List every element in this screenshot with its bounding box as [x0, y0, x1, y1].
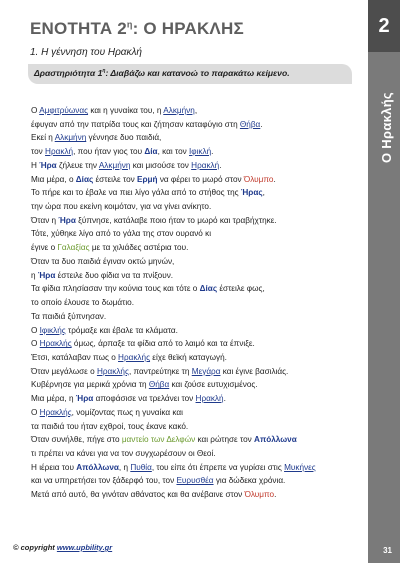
story-line: [31, 296, 316, 310]
story-line: [31, 461, 316, 475]
story-line: [31, 186, 316, 200]
story-fragment: Η: [31, 160, 40, 170]
story-line: [31, 159, 316, 173]
highlighted-word: Ηρακλή: [191, 160, 220, 170]
activity-sup: η: [102, 68, 106, 75]
highlighted-word: Όλυμπο: [243, 174, 274, 184]
story-fragment: το οποίο έλουσε το δωμάτιο.: [31, 298, 134, 308]
story-fragment: Μετά από αυτό, θα γινόταν αθάνατος και θα ανέβαινε στον: [31, 490, 245, 500]
story-fragment: και ρώτησε τον: [195, 435, 255, 445]
story-fragment: Εκεί η: [31, 133, 55, 143]
highlighted-word: Ήρας: [240, 188, 263, 198]
story-fragment: .: [273, 174, 276, 184]
highlighted-word: Απόλλωνα: [76, 462, 119, 472]
highlighted-word: Ιφικλής: [39, 325, 66, 335]
story-line: [31, 392, 316, 406]
story-line: [31, 104, 316, 118]
highlighted-word: Ηρακλής: [39, 339, 72, 349]
story-fragment: γέννησε δυο παιδιά,: [86, 133, 162, 143]
story-line: [31, 269, 316, 283]
story-fragment: .: [219, 160, 222, 170]
story-fragment: Τότε, χύθηκε λίγο από το γάλα της στον ουρανό κι: [31, 229, 212, 239]
story-fragment: .: [223, 394, 226, 404]
highlighted-word: Όλυμπο: [244, 490, 275, 500]
footer-copyright: [13, 543, 112, 552]
story-fragment: αποφάσισε να τρελάνει τον: [93, 394, 196, 404]
story-line: [31, 214, 316, 228]
highlighted-word: Πυθία: [130, 462, 152, 472]
story-line: [31, 227, 316, 241]
story-fragment: ,: [262, 188, 265, 198]
story-fragment: όμως, άρπαξε τα φίδια από το λαιμό και τα έπνιξε.: [71, 339, 255, 349]
story-fragment: τρόμαξε και έβαλε τα κλάματα.: [65, 325, 178, 335]
highlighted-word: Ηρακλή: [45, 147, 74, 157]
chapter-side-title: Ο Ηρακλής: [379, 92, 394, 164]
story-fragment: , η: [118, 462, 131, 472]
story-fragment: Όταν η: [31, 215, 59, 225]
copyright-text: © copyright: [13, 543, 57, 552]
story-fragment: και ζούσε ευτυχισμένος.: [169, 380, 258, 390]
story-fragment: Ο: [31, 106, 40, 115]
story-line: [31, 310, 316, 324]
story-fragment: είχε θεϊκή καταγωγή.: [150, 352, 227, 362]
story-fragment: την ώρα που εκείνη κοιμόταν, για να γίνει ανίκητο.: [31, 202, 212, 212]
story-fragment: και να υπηρετήσει τον ξάδερφό του, τον: [31, 476, 177, 486]
story-line: [31, 406, 316, 420]
story-fragment: ,: [194, 106, 198, 115]
highlighted-word: Μυκήνες: [284, 462, 316, 472]
activity-label: Δραστηριότητα 1: [34, 68, 103, 78]
highlighted-word: Γαλαξίας: [57, 243, 90, 253]
story-line: [31, 337, 316, 351]
story-fragment: για δώδεκα χρόνια.: [213, 476, 286, 486]
highlighted-word: Δίας: [75, 174, 94, 184]
story-line: [31, 200, 316, 214]
story-fragment: ζήλευε την: [56, 160, 99, 170]
story-fragment: , του είπε ότι έπρεπε να γυρίσει στις: [151, 462, 285, 472]
story-fragment: να φέρει το μωρό στον: [157, 174, 244, 184]
chapter-number: 2: [368, 0, 400, 52]
highlighted-word: μαντείο των Δελφών: [121, 435, 196, 445]
story-fragment: , νομίζοντας πως η γυναίκα και: [71, 407, 183, 417]
story-fragment: Τα φίδια πλησίασαν την κούνια τους και τότε ο: [31, 284, 200, 294]
story-fragment: έστειλε δυο φίδια να τα πνίξουν.: [55, 270, 174, 280]
story-line: [31, 173, 316, 187]
story-fragment: Μια μέρα, ο: [31, 174, 76, 184]
highlighted-word: Θήβα: [239, 119, 261, 129]
story-line: [31, 282, 316, 296]
story-fragment: .: [274, 490, 277, 500]
story-fragment: Έτσι, κατάλαβαν πως ο: [31, 352, 119, 362]
story-line: [31, 433, 316, 447]
highlighted-word: Αμφιτρύωνας: [39, 106, 89, 115]
highlighted-word: Ερμή: [137, 174, 158, 184]
highlighted-word: Ήρα: [58, 215, 76, 225]
highlighted-word: Ήρα: [39, 160, 57, 170]
story-fragment: ξύπνησε, κατάλαβε ποιο ήταν το μωρό και τραβήχτηκε.: [75, 215, 277, 225]
activity-instruction: [28, 64, 352, 84]
unit-title-suffix: : Ο ΗΡΑΚΛΗΣ: [132, 19, 244, 38]
story-fragment: έγινε ο: [31, 243, 58, 253]
highlighted-word: Αλκμήνη: [98, 160, 131, 170]
story-fragment: Όταν συνήλθε, πήγε στο: [31, 435, 122, 445]
story-line: [31, 118, 316, 132]
highlighted-word: Μεγάρα: [191, 366, 221, 376]
chapter-side-tab: [368, 0, 400, 563]
unit-title-sup: η: [126, 19, 133, 30]
story-line: [31, 145, 316, 159]
story-line: [31, 474, 316, 488]
story-line: [31, 488, 316, 502]
story-fragment: , παντρεύτηκε τη: [128, 366, 192, 376]
highlighted-word: Ηρακλής: [39, 407, 72, 417]
story-fragment: και έγινε βασιλιάς.: [220, 366, 289, 376]
highlighted-word: Ηρακλής: [96, 366, 129, 376]
story-fragment: και η γυναίκα του, η: [88, 106, 164, 115]
page-number: 31: [383, 546, 392, 555]
story-fragment: Ο: [31, 407, 40, 417]
story-line: [31, 420, 316, 434]
highlighted-word: Δίας: [199, 284, 218, 294]
story-fragment: και μισούσε τον: [130, 160, 192, 170]
highlighted-word: Ευρυσθέα: [176, 476, 214, 486]
story-fragment: Ο: [31, 325, 40, 335]
unit-title-prefix: ΕΝΟΤΗΤΑ 2: [30, 19, 127, 38]
highlighted-word: Ιφικλή: [189, 147, 212, 157]
story-fragment: Η ιέρεια του: [31, 462, 77, 472]
highlighted-word: Αλκμήνη: [163, 106, 195, 115]
story-fragment: .: [211, 147, 214, 157]
story-line: [31, 447, 316, 461]
highlighted-word: Ηρακλής: [118, 352, 151, 362]
highlighted-word: Ηρακλή: [195, 394, 224, 404]
highlighted-word: Θήβα: [148, 380, 170, 390]
story-fragment: Όταν μεγάλωσε ο: [31, 366, 97, 376]
story-fragment: , που ήταν γιος του: [73, 147, 145, 157]
highlighted-word: Αλκμήνη: [54, 133, 87, 143]
story-line: [31, 378, 316, 392]
story-fragment: τι πρέπει να κάνει για να τον συγχωρέσουν οι Θεοί.: [31, 448, 216, 458]
story-fragment: Το πήρε και το έβαλε να πιει λίγο γάλα από το στήθος της: [31, 188, 241, 198]
story-fragment: Κυβέρνησε για μερικά χρόνια τη: [31, 380, 149, 390]
section-title: 1. Η γέννηση του Ηρακλή: [30, 47, 142, 58]
story-fragment: , και τον: [157, 147, 189, 157]
website-link[interactable]: www.upbility.gr: [56, 543, 113, 552]
highlighted-word: Ήρα: [75, 394, 94, 404]
activity-text: : Διαβάζω και κατανοώ το παρακάτω κείμενο.: [105, 68, 290, 78]
story-fragment: η: [31, 270, 38, 280]
story-line: [31, 241, 316, 255]
story-text: [31, 104, 316, 502]
story-line: [31, 351, 316, 365]
story-line: [31, 255, 316, 269]
story-fragment: Ο: [31, 339, 40, 349]
story-fragment: τον: [31, 147, 46, 157]
story-line: [31, 324, 316, 338]
story-fragment: Τα παιδιά ξύπνησαν.: [31, 311, 107, 321]
highlighted-word: Ήρα: [37, 270, 56, 280]
story-line: [31, 131, 316, 145]
story-fragment: Όταν τα δυο παιδιά έγιναν οκτώ μηνών,: [31, 256, 175, 266]
story-fragment: έστειλε φως,: [217, 284, 265, 294]
unit-title: [30, 19, 244, 39]
highlighted-word: Απόλλωνα: [254, 435, 297, 445]
story-fragment: με τα χιλιάδες αστέρια του.: [89, 243, 189, 253]
story-line: [31, 365, 316, 379]
story-fragment: τα παιδιά του ήταν εχθροί, τους έκανε κακό.: [31, 421, 189, 431]
story-fragment: έφυγαν από την πατρίδα τους και ζήτησαν καταφύγιο στη: [31, 119, 240, 129]
story-fragment: έστειλε τον: [93, 174, 137, 184]
highlighted-word: Δία: [144, 147, 158, 157]
story-fragment: .: [260, 119, 263, 129]
story-fragment: Μια μέρα, η: [31, 394, 76, 404]
